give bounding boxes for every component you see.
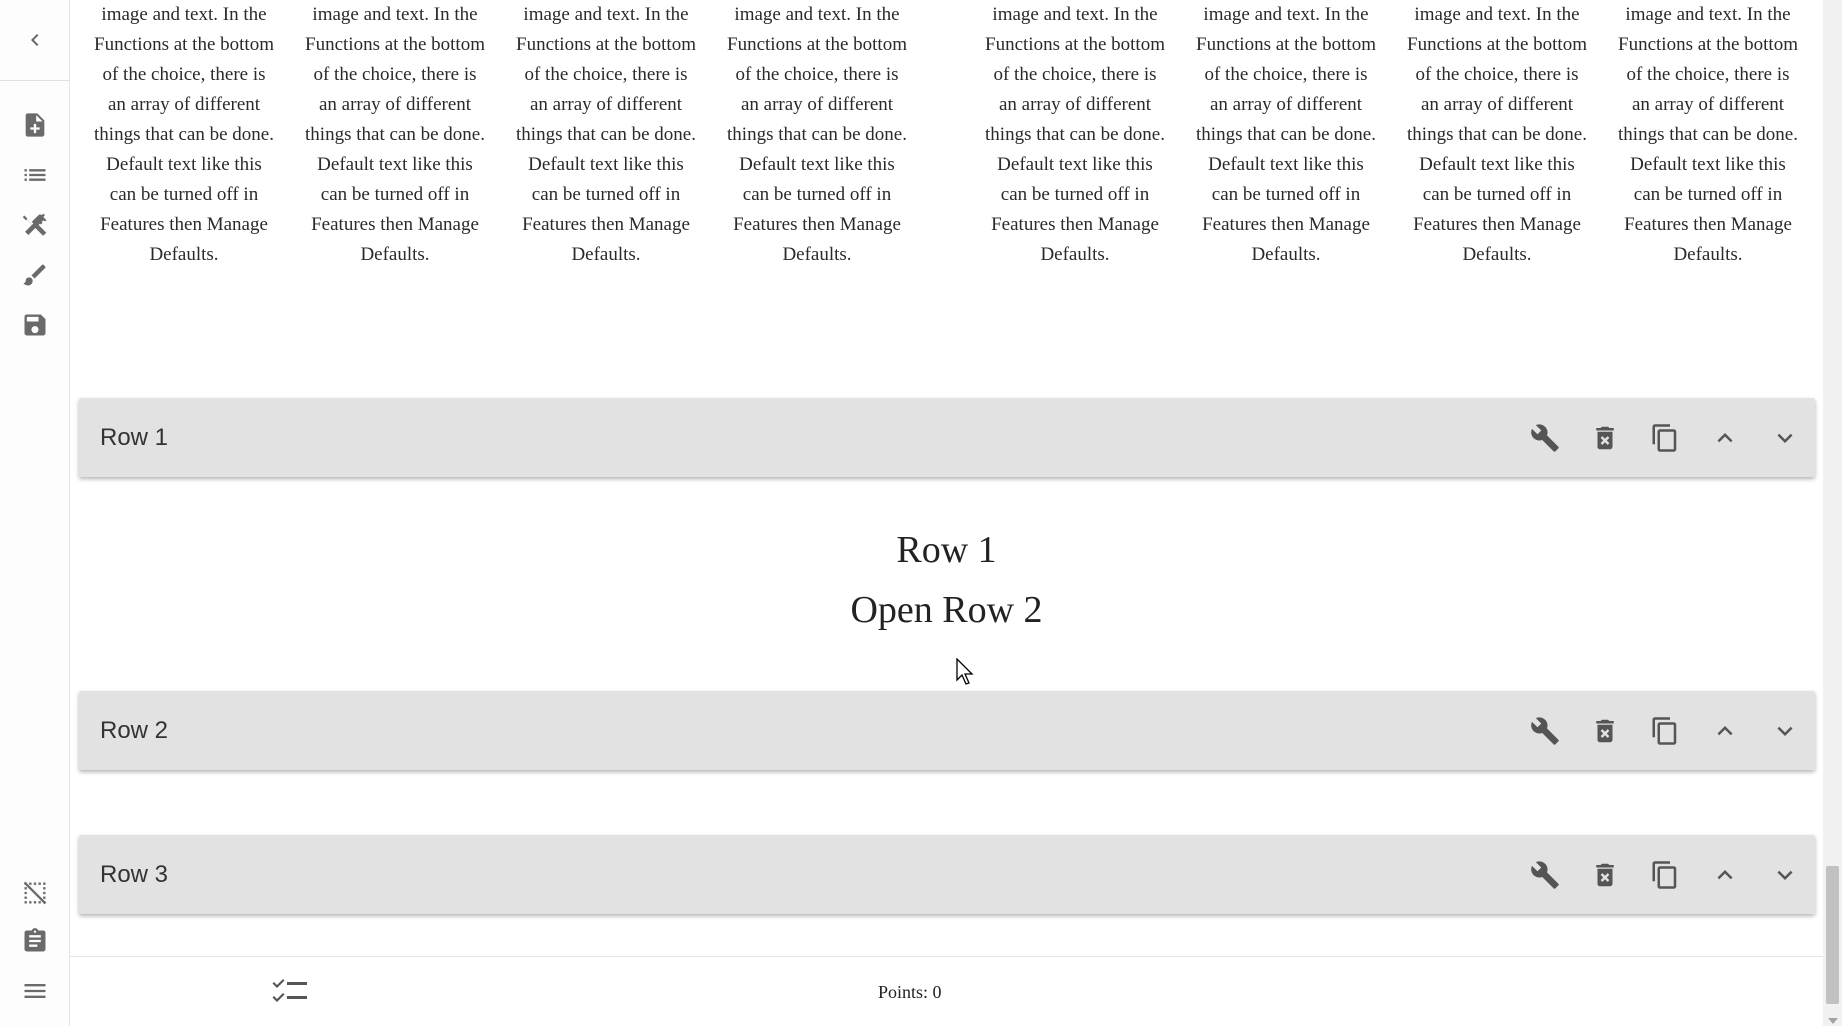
column-text: image and text. In the Functions at the bottom of the choice, there is an array of different things that can be done. Default text like this can be turned off in Features then Manage Defaults.	[727, 4, 907, 265]
checklist-icon	[272, 977, 308, 1007]
main-canvas	[70, 0, 1823, 1026]
row-settings-button[interactable]	[1515, 835, 1575, 914]
column-text: image and text. In the Functions at the bottom of the choice, there is an array of different things that can be done. Default text like this can be turned off in Features then Manage Defaults.	[94, 4, 274, 265]
row-title: Row 3	[100, 861, 169, 888]
scrollbar-thumb[interactable]	[1826, 866, 1839, 1004]
footer-bar	[70, 956, 1823, 1027]
row-copy-button[interactable]	[1635, 398, 1695, 477]
chevron-down-icon	[1770, 860, 1800, 890]
row-delete-button[interactable]	[1575, 691, 1635, 770]
left-sidebar	[0, 0, 70, 1026]
copy-icon	[1650, 716, 1680, 746]
row-delete-button[interactable]	[1575, 398, 1635, 477]
row-move-down-button[interactable]	[1755, 691, 1815, 770]
hide-grid-icon	[21, 879, 49, 907]
row-settings-button[interactable]	[1515, 691, 1575, 770]
checklist-button[interactable]	[272, 977, 308, 1007]
copy-icon	[1650, 860, 1680, 890]
row-actions	[1515, 835, 1815, 914]
points-display: Points: 0	[878, 982, 942, 1002]
open-row-2-link[interactable]: Open Row 2	[850, 589, 1043, 631]
clipboard-icon	[21, 927, 49, 955]
tools-button[interactable]	[20, 210, 50, 240]
row-title: Row 1	[100, 424, 169, 451]
menu-icon	[21, 977, 49, 1005]
row-1-header[interactable]	[79, 398, 1815, 477]
row-actions	[1515, 398, 1815, 477]
wrench-icon	[1530, 423, 1560, 453]
chevron-up-icon	[1710, 860, 1740, 890]
row-move-down-button[interactable]	[1755, 398, 1815, 477]
chevron-down-icon	[1770, 423, 1800, 453]
save-button[interactable]	[20, 310, 50, 340]
column-text: image and text. In the Functions at the bottom of the choice, there is an array of different things that can be done. Default text like this can be turned off in Features then Manage Defaults.	[1196, 4, 1376, 265]
mouse-cursor-icon	[956, 658, 976, 686]
row-move-up-button[interactable]	[1695, 835, 1755, 914]
brush-icon	[21, 261, 49, 289]
row-actions	[1515, 691, 1815, 770]
copy-icon	[1650, 423, 1680, 453]
row-move-down-button[interactable]	[1755, 835, 1815, 914]
brush-button[interactable]	[20, 260, 50, 290]
row-move-up-button[interactable]	[1695, 691, 1755, 770]
column-text: image and text. In the Functions at the bottom of the choice, there is an array of different things that can be done. Default text like this can be turned off in Features then Manage Defaults.	[1407, 4, 1587, 265]
back-button[interactable]	[0, 0, 69, 81]
menu-button[interactable]	[20, 976, 50, 1006]
row-move-up-button[interactable]	[1695, 398, 1755, 477]
list-button[interactable]	[20, 160, 50, 190]
tools-icon	[21, 211, 49, 239]
vertical-scrollbar[interactable]	[1823, 0, 1842, 1026]
hide-grid-button[interactable]	[20, 878, 50, 908]
wrench-icon	[1530, 860, 1560, 890]
wrench-icon	[1530, 716, 1560, 746]
row-copy-button[interactable]	[1635, 691, 1695, 770]
list-icon	[21, 161, 49, 189]
chevron-left-icon	[23, 28, 47, 52]
row-copy-button[interactable]	[1635, 835, 1695, 914]
column-text: image and text. In the Functions at the bottom of the choice, there is an array of different things that can be done. Default text like this can be turned off in Features then Manage Defaults.	[985, 4, 1165, 265]
delete-icon	[1590, 860, 1620, 890]
chevron-up-icon	[1710, 423, 1740, 453]
chevron-down-icon	[1770, 716, 1800, 746]
save-icon	[21, 311, 49, 339]
add-page-icon	[21, 111, 49, 139]
clipboard-button[interactable]	[20, 926, 50, 956]
column-text: image and text. In the Functions at the bottom of the choice, there is an array of different things that can be done. Default text like this can be turned off in Features then Manage Defaults.	[516, 4, 696, 265]
delete-icon	[1590, 423, 1620, 453]
delete-icon	[1590, 716, 1620, 746]
scroll-down-arrow[interactable]	[1828, 1018, 1838, 1024]
row-settings-button[interactable]	[1515, 398, 1575, 477]
row-3-header[interactable]	[79, 835, 1815, 914]
column-text: image and text. In the Functions at the bottom of the choice, there is an array of different things that can be done. Default text like this can be turned off in Features then Manage Defaults.	[305, 4, 485, 265]
row-delete-button[interactable]	[1575, 835, 1635, 914]
row-title: Row 2	[100, 717, 169, 744]
chevron-up-icon	[1710, 716, 1740, 746]
column-text: image and text. In the Functions at the bottom of the choice, there is an array of different things that can be done. Default text like this can be turned off in Features then Manage Defaults.	[1618, 4, 1798, 265]
row-2-header[interactable]	[79, 691, 1815, 770]
add-page-button[interactable]	[20, 110, 50, 140]
row-1-content-title: Row 1	[896, 529, 997, 571]
